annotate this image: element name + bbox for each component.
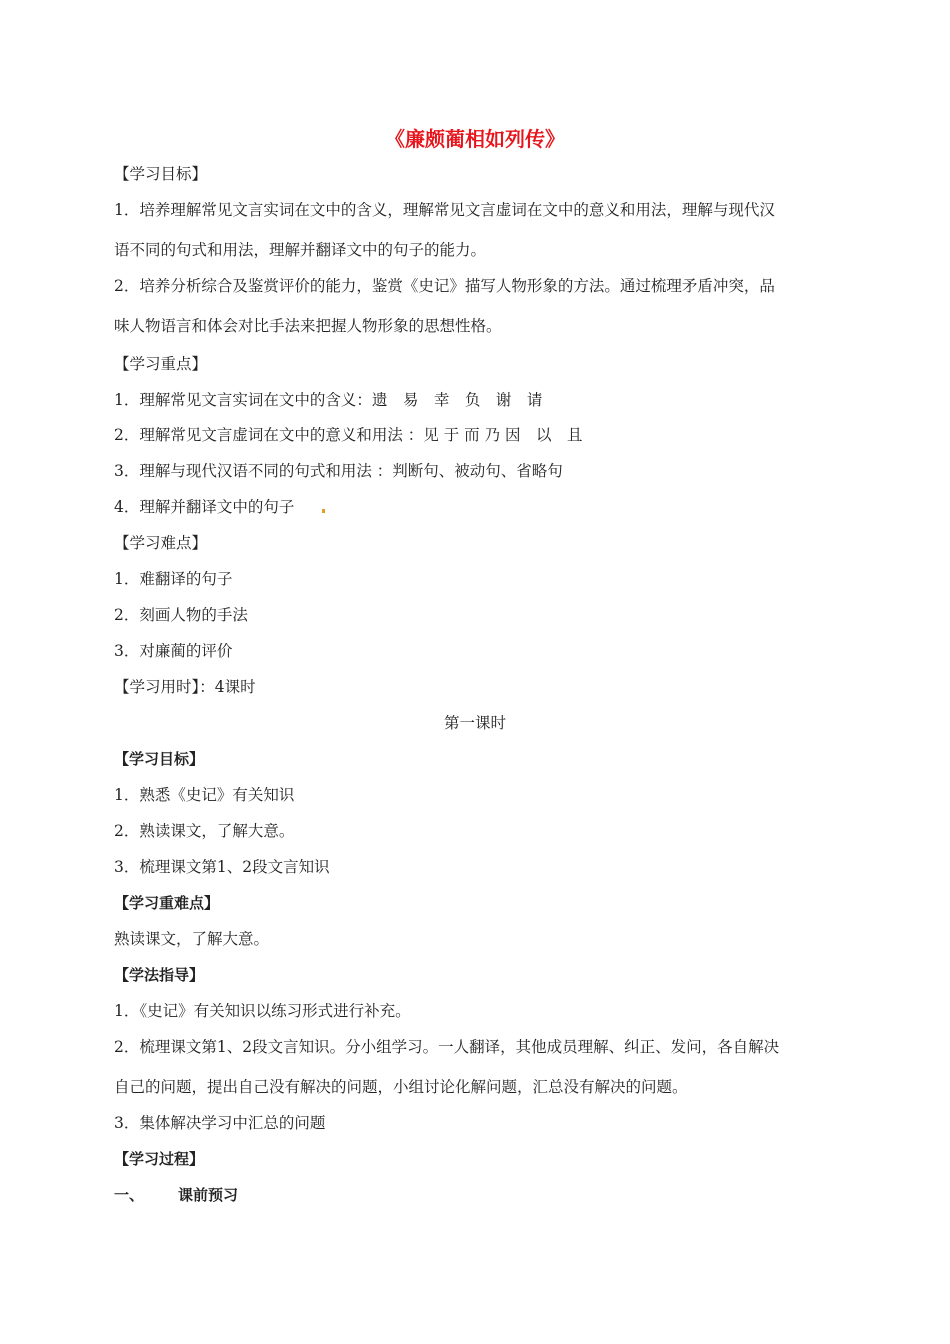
process-step-1-number: 一、 [114,1186,145,1204]
study-time: 【学习用时】：4课时 [114,678,256,696]
focus-item-2: 2．理解常见文言虚词在文中的意义和用法 ：见 于 而 乃 因 以 且 [114,426,583,444]
difficulty-item-3: 3．对廉蔺的评价 [114,642,233,660]
lesson-1-goal-3: 3．梳理课文第1、2段文言知识 [114,858,330,876]
goal-2-line-b: 味人物语言和体会对比手法来把握人物形象的思想性格。 [114,317,502,335]
lesson-1-heading: 第一课时 [443,714,506,732]
difficulty-item-2: 2．刻画人物的手法 [114,606,248,624]
document-title: 《廉颇蔺相如列传》 [385,127,565,151]
focus-item-3: 3．理解与现代汉语不同的句式和用法 ：判断句、被动句、省略句 [114,462,563,480]
difficulty-heading: 【学习难点】 [114,534,208,552]
method-item-3: 3．集体解决学习中汇总的问题 [114,1114,326,1132]
focus-item-1: 1．理解常见文言实词在文中的含义：遗 易 幸 负 谢 请 [114,391,543,409]
method-item-2-line-a: 2．梳理课文第1、2段文言知识。分小组学习。一人翻译，其他成员理解、纠正、发问，各自解决 [114,1038,780,1056]
annotation-mark [322,509,325,513]
goal-1-line-b: 语不同的句式和用法，理解并翻译文中的句子的能力。 [114,241,487,259]
method-heading: 【学法指导】 [114,966,205,984]
lesson-1-goal-2: 2．熟读课文，了解大意。 [114,822,295,840]
goals-heading: 【学习目标】 [114,165,208,183]
goal-2-line-a: 2．培养分析综合及鉴赏评价的能力，鉴赏《史记》描写人物形象的方法。通过梳理矛盾冲突，品 [114,277,775,295]
process-heading: 【学习过程】 [114,1150,205,1168]
focus-item-4: 4．理解并翻译文中的句子 [114,498,295,516]
key-points-text: 熟读课文，了解大意。 [114,930,270,948]
difficulty-item-1: 1．难翻译的句子 [114,570,233,588]
process-step-1 [114,1185,238,1205]
lesson-1-goals-heading: 【学习目标】 [114,750,205,768]
key-points-heading: 【学习重难点】 [114,894,220,912]
goal-1-line-a: 1．培养理解常见文言实词在文中的含义，理解常见文言虚词在文中的意义和用法，理解与现代汉 [114,201,775,219]
focus-heading: 【学习重点】 [114,355,208,373]
process-step-1-label: 课前预习 [178,1186,239,1204]
method-item-2-line-b: 自己的问题，提出自己没有解决的问题，小组讨论化解问题，汇总没有解决的问题。 [114,1078,688,1096]
lesson-1-goal-1: 1．熟悉《史记》有关知识 [114,786,295,804]
method-item-1: 1．《史记》有关知识以练习形式进行补充。 [114,1002,411,1020]
